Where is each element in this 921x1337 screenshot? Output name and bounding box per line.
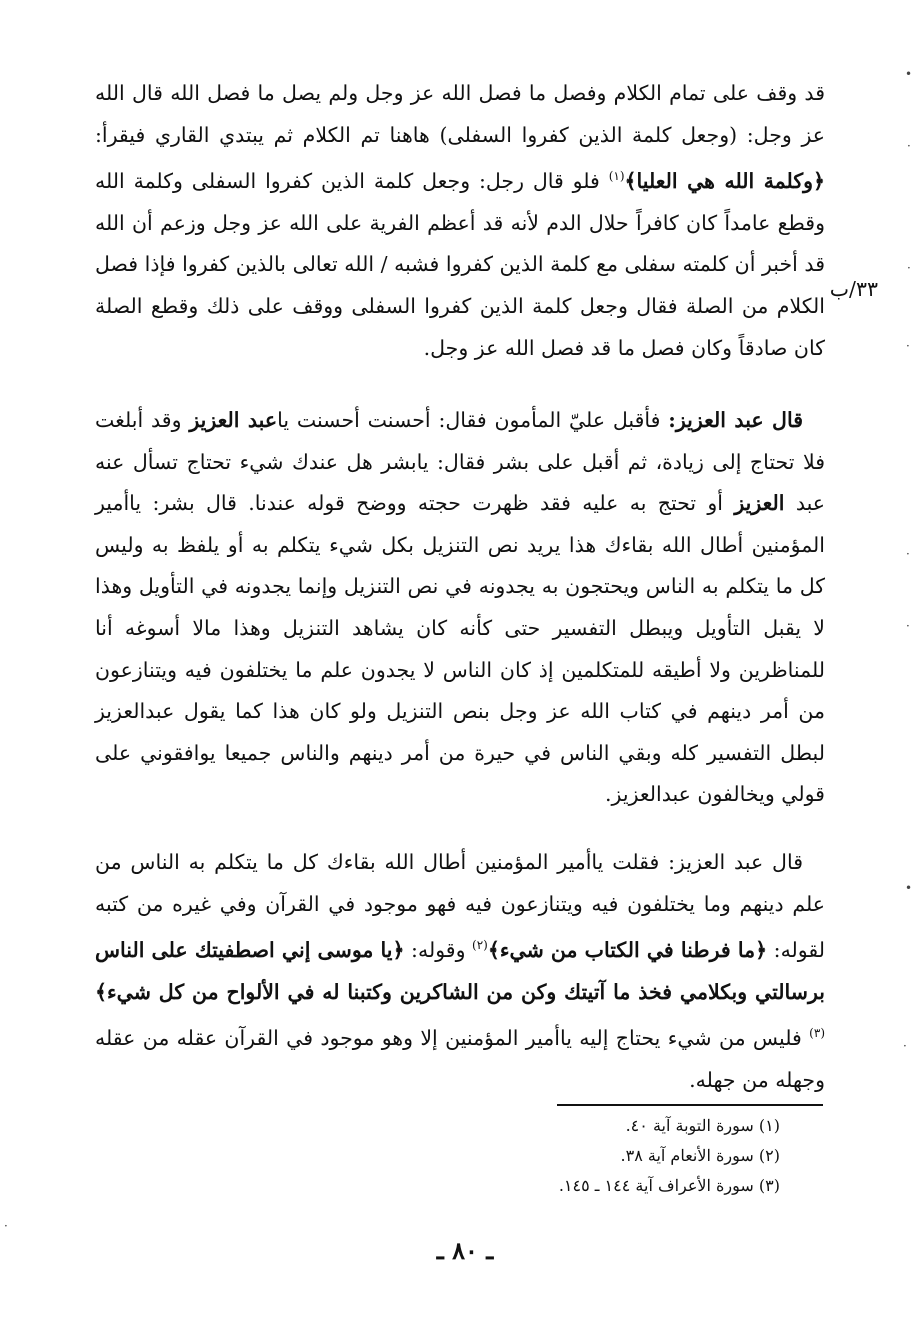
margin-dot: · — [907, 139, 911, 153]
footnote-2: (٢) سورة الأنعام آية ٣٨. — [620, 1146, 780, 1165]
quran-quote-2: ﴿ما فرطنا في الكتاب من شيء﴾ — [487, 938, 768, 963]
paragraph-1-text-a: قد وقف على تمام الكلام وفصل ما فصل الله عز وجل ولم يصل ما فصل الله قال الله عز وجل: (وجعل كلمة الذين كفروا السفلى) هاهنا تم الكلام ثم يبتدي القاري فيقرأ: — [95, 81, 825, 147]
name-bold-1: عبد العزيز — [189, 408, 278, 432]
margin-dot: • — [905, 881, 913, 895]
margin-dot: · — [906, 619, 910, 633]
margin-dot: · — [906, 339, 910, 353]
footnote-ref-3: (٣) — [809, 1026, 825, 1041]
footnote-3: (٣) سورة الأعراف آية ١٤٤ ـ ١٤٥. — [558, 1176, 780, 1195]
paragraph-3-text-a: قال عبد العزيز: فقلت ياأمير المؤمنين أطال الله بقاءك كل ما يتكلم به الناس من علم دينهم وما يختلفون فيه ويتنازعون فيه فهو موجود في القرآن وفي غيره من كتبه لقوله: — [95, 850, 826, 963]
paragraph-2-text-c: أو تحتج به عليه فقد ظهرت حجته ووضح قوله عندنا. قال بشر: ياأمير المؤمنين أطال الله بقاءك هذا يريد نص التنزيل بكل شيء يتكلم به أو يلفظ به وليس كل ما يتكلم به الناس ويحتجون به يجدونه في نص التنزيل وإنما يجدونه في التأويل وهذا لا يقبل التأويل ويبطل التفسير حتى كأنه كان يشاهد التنزيل وهذا مالا أسوغه أنا للمناظرين ولا أطيقه للمتكلمين إذ كان الناس لا يجدون علم ما يختلفون فيه ويتنازعون من أمر دينهم في كتاب الله عز وجل بنص التنزيل ولو كان هذا كما يقول عبدالعزيز لبطل التفسير كله وبقي الناس في حيرة من أمر دينهم والناس جميعا يوافقوني على قولي ويخالفون عبدالعزيز. — [95, 491, 825, 807]
paragraph-2-text-a: فأقبل عليّ المأمون فقال: أحسنت أحسنت يا — [277, 408, 669, 432]
margin-dot: · — [906, 547, 910, 561]
paragraph-3 — [95, 842, 825, 1102]
footnote-ref-2: (٢) — [472, 938, 488, 953]
paragraph-2-text-b: وقد أبلغت فلا تحتاج إلى زيادة، ثم أقبل على بشر فقال: يابشر هل عندك شيء تحتاج تسأل عنه عبد — [95, 408, 825, 516]
margin-dot: · — [903, 1039, 907, 1053]
paragraph-1-text-c: فلو قال رجل: وجعل كلمة الذين كفروا السفلى وكلمة الله وقطع عامداً كان كافراً حلال الدم لأنه قد أعظم الفرية على الله عز وجل وزعم أن الله قد أخبر أن كلمته سفلى مع كلمة الذين كفروا فشبه / الله تعالى بالذين كفروا فإذا فصل الكلام من الصلة فقال وجعل كلمة الذين كفروا السفلى ووقف على ذلك وقطع الصلة كان صادقاً وكان فصل ما قد فصل الله عز وجل. — [95, 169, 825, 360]
folio-marker: ٣٣/ب — [829, 277, 878, 301]
footnote-ref-1: (١) — [608, 169, 625, 184]
quran-quote-3: ﴿يا موسى إني اصطفيتك على الناس برسالتي وبكلامي فخذ ما آتيتك وكن من الشاكرين وكتبنا له في الألواح من كل شيء﴾ — [95, 938, 825, 1004]
margin-dot: · — [4, 1219, 8, 1233]
paragraph-2 — [95, 400, 825, 816]
margin-dot: • — [905, 67, 913, 81]
footnote-divider — [557, 1104, 823, 1106]
footnotes — [400, 1111, 780, 1201]
quran-quote-1: ﴿وكلمة الله هي العليا﴾ — [624, 169, 825, 194]
paragraph-3-text-b: وقوله: — [404, 938, 473, 963]
paragraph-1 — [95, 73, 825, 369]
name-bold-2: العزيز — [734, 491, 785, 516]
speaker-heading: قال عبد العزيز: — [668, 408, 803, 432]
paragraph-3-text-c: فليس من شيء يحتاج إليه ياأمير المؤمنين إلا وهو موجود في القرآن عقله من عقله وجهله من جهله. — [95, 1026, 825, 1092]
footnote-1: (١) سورة التوبة آية ٤٠. — [625, 1116, 780, 1135]
margin-dot: · — [907, 261, 911, 275]
page-number: ـ ٨٠ ـ — [436, 1236, 494, 1265]
